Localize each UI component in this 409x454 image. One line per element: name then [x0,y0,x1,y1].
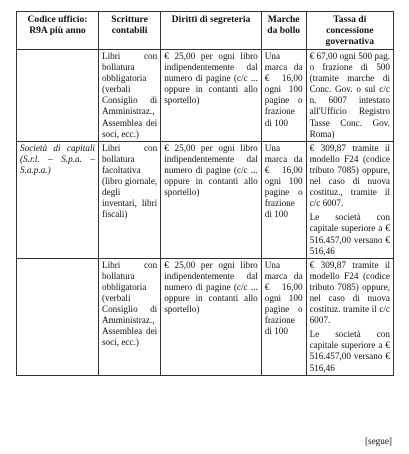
table-row [17,141,394,258]
tassa-note: Le società con capitale superiore a € 516.457,00 versano € 516,46 [309,212,390,256]
category-cell [17,50,99,142]
category-cell: Società di capitali (S.r.l. – S.p.a. – S.a.p.a.) [17,141,99,258]
tassa-cell [306,141,393,258]
tassa-cell [306,50,393,142]
marche-cell: Una marca da € 16,00 ogni 100 pagine o frazione di 100 [261,141,306,258]
header-tassa: Tassa di concessione governativa [306,12,393,50]
scritture-cell: Libri con bollatura obbligatoria (verbali Consiglio di Amministraz., Assemblea dei soci, ecc.) [98,258,160,375]
tassa-cell [306,258,393,375]
scritture-cell: Libri con bollatura facoltativa (libro giornale, degli inventari, libri fiscali) [98,141,160,258]
header-marche: Marche da bollo [261,12,306,50]
tassa-note: Le società con capitale superiore a € 516.457,00 versano € 516,46 [309,329,390,373]
diritti-cell: € 25,00 per ogni libro indipendentemente dal numero di pagine (c/c ... oppure in contanti allo sportello) [161,50,262,142]
scritture-cell: Libri con bollatura obbligatoria (verbali Consiglio di Amministraz., Assemblea dei soci, ecc.) [98,50,160,142]
category-cell [17,258,99,375]
tassa-text: € 309,87 tramite il modello F24 (codice tributo 7085) oppure, nel caso di nuova costituz., tramite il c/c 6007. [309,142,390,209]
fees-table [16,11,394,376]
table-row [17,50,394,142]
tassa-text: € 67,00 ogni 500 pag. o frazione di 500 (tramite marche di Conc. Gov. o sul c/c n. 6007 intestato all'Ufficio Registro Tasse Conc. Gov. Roma) [309,51,390,139]
diritti-cell: € 25,00 per ogni libro indipendentemente dal numero di pagine (c/c ... oppure in contanti allo sportello) [161,258,262,375]
header-scritture: Scritture contabili [98,12,160,50]
header-diritti: Diritti di segreteria [161,12,262,50]
marche-cell: Una marca da € 16,00 ogni 100 pagine o frazione di 100 [261,50,306,142]
header-codice-ufficio: Codice ufficio: R9A più anno [17,12,99,50]
continued-label: [segue] [364,436,392,446]
header-row [17,12,394,50]
marche-cell: Una marca da € 16,00 ogni 100 pagine o frazione di 100 [261,258,306,375]
diritti-cell: € 25,00 per ogni libro indipendentemente dal numero di pagine (c/c ... oppure in contanti allo sportello) [161,141,262,258]
table-row [17,258,394,375]
tassa-text: € 309,87 tramite il modello F24 (codice tributo 7085) oppure, nel caso di nuova costituz. tramite il c/c 6007. [309,259,390,326]
